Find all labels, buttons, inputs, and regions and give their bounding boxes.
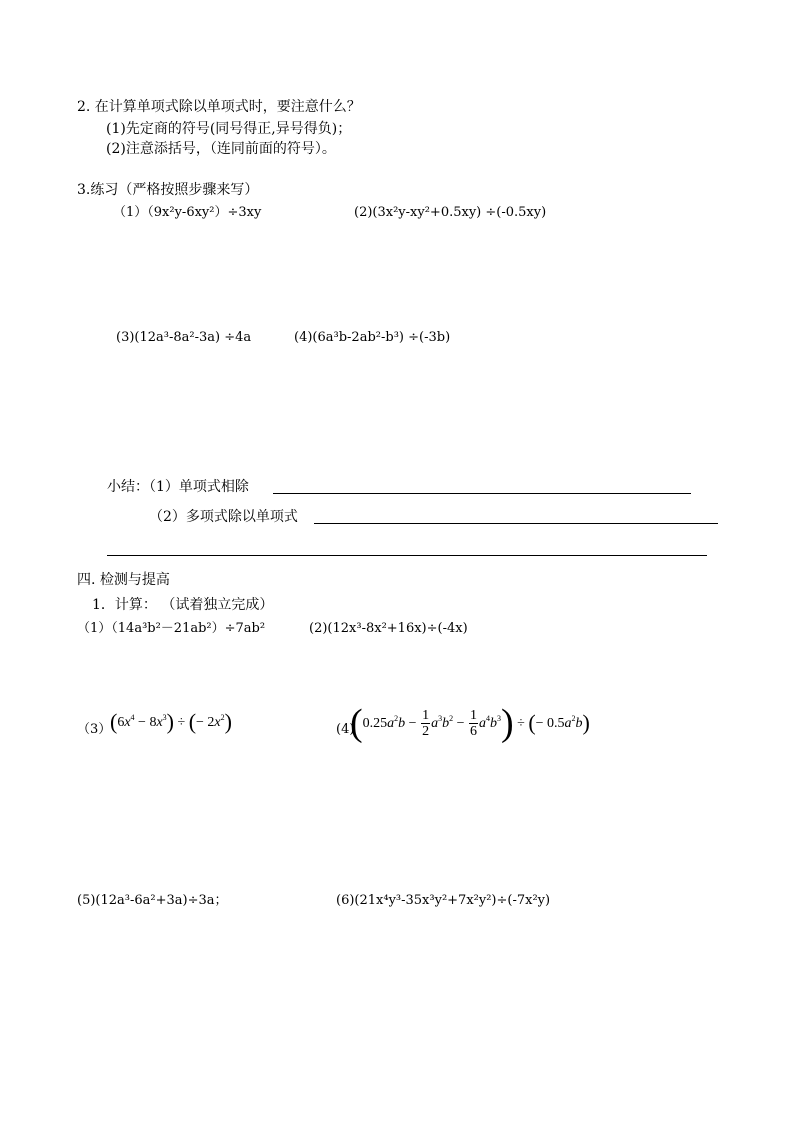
summary-blank-2[interactable] <box>314 523 718 524</box>
summary-blank-1[interactable] <box>273 493 691 494</box>
question-2-title: 2. 在计算单项式除以单项式时，要注意什么？ <box>77 99 361 115</box>
exercise-1: （1）（14a³b²－21ab²）÷7ab² <box>77 621 266 636</box>
practice-problem-2: (2)(3x²y-xy²+0.5xy) ÷(-0.5xy) <box>354 205 547 220</box>
question-2-point-1: (1)先定商的符号(同号得正,异号得负)； <box>106 121 352 137</box>
section-4-title: 四. 检测与提高 <box>77 572 170 588</box>
summary-blank-3[interactable] <box>107 555 707 556</box>
summary-label-2: （2）多项式除以单项式 <box>149 509 298 525</box>
exercise-2: (2)(12x³-8x²+16x)÷(-4x) <box>309 621 468 636</box>
exercise-6: (6)(21x⁴y³-35x³y²+7x²y²)÷(-7x²y) <box>336 893 551 908</box>
exercise-3-expression: $(6x^4 - 8x^3)$ ÷ (− $2x^2$) <box>110 709 232 734</box>
exercise-5: (5)(12a³-6a²+3a)÷3a； <box>77 893 228 908</box>
question-2-point-2: (2)注意添括号，（连同前面的符号）。 <box>106 141 336 157</box>
exercise-4-label: (4) <box>336 722 355 737</box>
practice-problem-4: (4)(6a³b-2ab²-b³) ÷(-3b) <box>294 330 451 345</box>
section-4-subtitle: 1．计算： （试着独立完成） <box>92 597 274 613</box>
exercise-3-label: （3） <box>77 722 112 737</box>
summary-label-1: 小结：（1）单项式相除 <box>107 479 249 495</box>
practice-problem-3: (3)(12a³-8a²-3a) ÷4a <box>116 330 252 345</box>
exercise-4-expression: ($0.25a^2b$ − $\frac{1}{2}$ $a^3b^2$ − $\frac{1}{6}$ $a^4b^3$) ÷ (− $0.5a^2b$) <box>350 702 590 744</box>
practice-problem-1: （1）（9x²y-6xy²）÷3xy <box>113 205 262 220</box>
practice-title: 3.练习（严格按照步骤来写） <box>77 182 259 198</box>
